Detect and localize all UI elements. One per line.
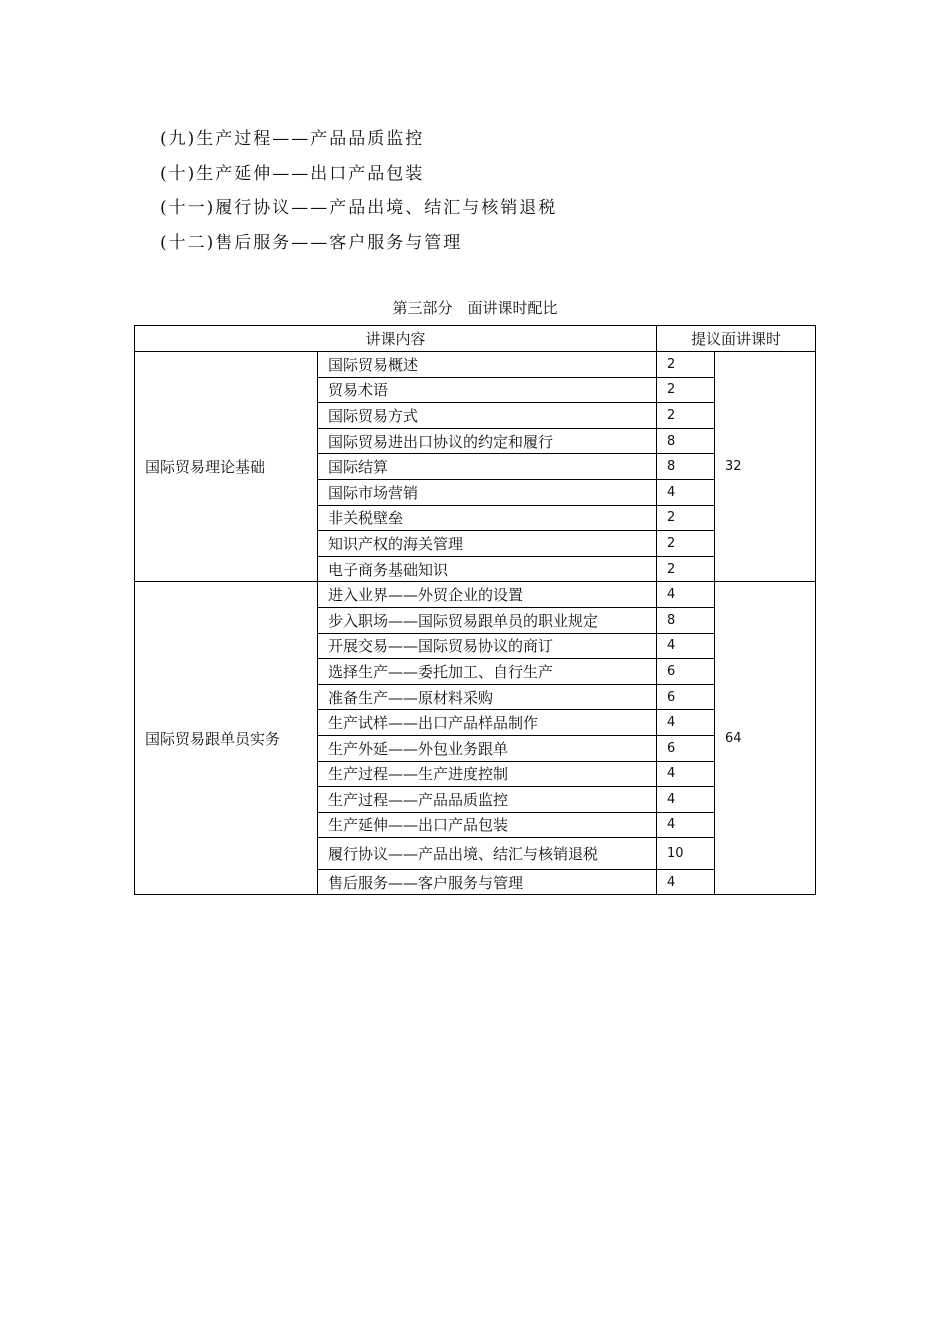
hours-cell: 8 [657, 607, 715, 633]
hours-cell: 6 [657, 735, 715, 761]
topic-cell: 电子商务基础知识 [318, 556, 657, 582]
outline-item: (十)生产延伸——出口产品包装 [160, 163, 425, 184]
outline-item: (九)生产过程——产品品质监控 [160, 129, 425, 149]
hours-cell: 2 [657, 352, 715, 378]
table-row [135, 582, 816, 608]
group-name: 国际贸易跟单员实务 [135, 582, 318, 895]
topic-cell: 国际市场营销 [318, 479, 657, 505]
topic-cell: 步入职场——国际贸易跟单员的职业规定 [318, 607, 657, 633]
hours-cell: 4 [657, 479, 715, 505]
hours-cell: 4 [657, 812, 715, 838]
group-name: 国际贸易理论基础 [135, 352, 318, 582]
topic-cell: 进入业界——外贸企业的设置 [318, 582, 657, 608]
outline-list [160, 122, 557, 260]
topic-cell: 国际结算 [318, 454, 657, 480]
hours-cell: 2 [657, 556, 715, 582]
hours-cell: 2 [657, 403, 715, 429]
topic-cell: 生产过程——生产进度控制 [318, 761, 657, 787]
hours-cell: 6 [657, 659, 715, 685]
hours-cell: 8 [657, 454, 715, 480]
hours-cell: 4 [657, 710, 715, 736]
topic-cell: 开展交易——国际贸易协议的商订 [318, 633, 657, 659]
table-row [135, 352, 816, 378]
hours-cell: 2 [657, 531, 715, 557]
hours-cell: 10 [657, 838, 715, 870]
hours-cell: 6 [657, 684, 715, 710]
topic-cell: 生产试样——出口产品样品制作 [318, 710, 657, 736]
hours-cell: 4 [657, 869, 715, 895]
header-hours: 提议面讲课时 [657, 326, 816, 352]
topic-cell: 国际贸易进出口协议的约定和履行 [318, 428, 657, 454]
hours-cell: 4 [657, 633, 715, 659]
topic-cell: 生产过程——产品品质监控 [318, 787, 657, 813]
group-total-hours: 64 [715, 582, 816, 895]
group-total-hours: 32 [715, 352, 816, 582]
topic-cell: 售后服务——客户服务与管理 [318, 869, 657, 895]
topic-cell: 选择生产——委托加工、自行生产 [318, 659, 657, 685]
hours-cell: 4 [657, 582, 715, 608]
topic-cell: 贸易术语 [318, 377, 657, 403]
topic-cell: 生产延伸——出口产品包装 [318, 812, 657, 838]
hours-cell: 2 [657, 377, 715, 403]
topic-cell: 知识产权的海关管理 [318, 531, 657, 557]
topic-cell: 生产外延——外包业务跟单 [318, 735, 657, 761]
hours-cell: 2 [657, 505, 715, 531]
table-title: 第三部分 面讲课时配比 [392, 299, 558, 317]
header-content: 讲课内容 [135, 326, 657, 352]
topic-cell: 非关税壁垒 [318, 505, 657, 531]
topic-cell: 国际贸易概述 [318, 352, 657, 378]
hours-cell: 4 [657, 787, 715, 813]
topic-cell: 履行协议——产品出境、结汇与核销退税 [318, 838, 657, 870]
table-header-row [135, 326, 816, 352]
outline-item: (十一)履行协议——产品出境、结汇与核销退税 [160, 198, 558, 218]
topic-cell: 准备生产——原材料采购 [318, 684, 657, 710]
hours-table [134, 325, 816, 895]
hours-cell: 4 [657, 761, 715, 787]
hours-cell: 8 [657, 428, 715, 454]
outline-item: (十二)售后服务——客户服务与管理 [160, 232, 463, 253]
topic-cell: 国际贸易方式 [318, 403, 657, 429]
